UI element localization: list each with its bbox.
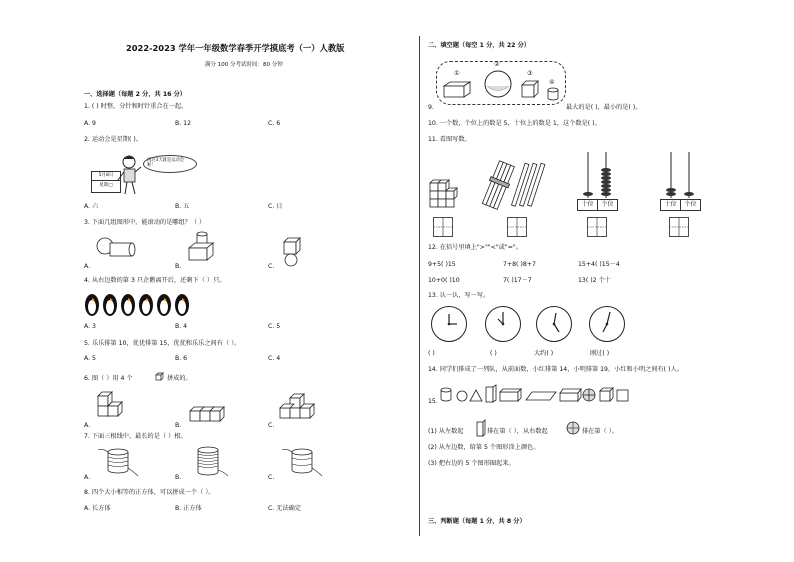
speech-bubble-text: 再过3天就是运动会啦！ [147,158,185,168]
q12-item-6[interactable]: 13( )2 个十 [578,277,611,284]
abacus-2-tens-label: 十位 [660,199,681,211]
cube-stack-b-icon [188,403,228,429]
q12-item-1[interactable]: 9+5( )15 [428,261,456,268]
q13-answer-4[interactable]: 刚过( ) [590,350,610,357]
q12-item-4[interactable]: 10+0( )10 [428,277,460,284]
q8-option-b[interactable]: B. 正方体 [175,505,202,512]
question-12: 12. 在括号里填上">""<"或"="。 [428,244,522,251]
clock-1 [431,306,467,342]
flat-box-icon [560,389,581,401]
question-8: 8. 四个大小相等的正方体，可以拼成一个（ ）。 [84,489,215,496]
q1-option-c[interactable]: C. 6 [268,120,281,127]
q8-option-c[interactable]: C. 无法确定 [268,505,302,512]
long-box-icon [500,389,521,401]
q12-item-2[interactable]: 7+8( )8+7 [503,261,536,268]
q7-option-b[interactable]: B. [175,474,182,481]
tall-box-ref-icon [476,419,486,437]
q12-item-3[interactable]: 15+4( )15－4 [578,261,620,268]
abacus-1-icon [576,150,618,200]
column-divider [419,36,420,536]
cube-shape-icon [520,80,540,100]
ball-shape-icon [483,69,513,99]
calendar-date: 5月8日 [92,172,120,181]
penguins-row-icon [84,290,194,318]
page-title: 2022-2023 学年一年级数学春季开学摸底考（一）人教版 [126,43,345,53]
q15-part-1-b[interactable]: 排在第（ ），从右数起 [487,428,548,435]
abacus-2-icon [659,150,701,200]
q2-option-b[interactable]: B. 五 [175,203,190,210]
question-1: 1. ( ) 时整，分针和时针重合在一起。 [84,103,188,110]
q1-option-b[interactable]: B. 12 [175,120,192,127]
triangle-icon [470,390,482,401]
q15-part-3: (3) 把右边的 5 个图形圈起来。 [428,460,515,467]
cube-blocks-icon [428,178,460,208]
q9-label-1: ① [454,70,460,77]
cube-stack-a-icon [96,390,130,426]
question-5: 5. 乐乐排第 10，优优排第 15，优优和乐乐之间有（ ）。 [84,340,241,347]
question-6: 6. 图（ ）用 4 个 [84,375,133,382]
box-shape-icon [442,80,472,98]
basketball-icon [583,389,595,401]
answer-grid-1[interactable] [433,217,453,237]
q6-option-c[interactable]: C. [268,422,275,429]
cylinder-small-icon [441,388,451,401]
section-1-header: 一、选择题（每题 2 分，共 16 分） [84,91,186,98]
abacus-2-ones-label: 个位 [680,199,701,211]
circle-icon [457,391,467,401]
q6-option-a[interactable]: A. [84,422,91,429]
q4-option-a[interactable]: A. 3 [84,323,96,330]
q9-label-3: ③ [527,70,533,77]
q12-item-5[interactable]: 7( )17－7 [503,277,532,284]
question-13: 13. 认一认，写一写。 [428,292,490,299]
q9-label-2: ② [494,61,500,68]
q5-option-b[interactable]: B. 6 [175,355,188,362]
clock-4 [589,306,625,342]
q2-option-c[interactable]: C. 日 [268,203,283,210]
cube-sphere-icon [282,236,306,268]
q7-option-c[interactable]: C. [268,474,275,481]
question-14: 14. 同学们排成了一列队，从前面数，小红排第 14，小明排第 19，小红和小明之间有( )人。 [428,366,683,373]
tall-box-icon [486,385,496,402]
exam-info: 满分 100 分考试时间：80 分钟 [205,62,283,68]
q8-option-a[interactable]: A. 长方体 [84,505,111,512]
q2-option-a[interactable]: A. 六 [84,203,99,210]
question-11: 11. 看图写数。 [428,136,471,143]
q13-answer-3[interactable]: 大约( ) [534,350,554,357]
basketball-ref-icon [566,421,580,435]
question-6-suffix: 拼成的。 [167,375,192,382]
question-9: 最大的是( )，最小的是( )。 [566,104,642,111]
q3-option-a[interactable]: A. [84,263,91,270]
wound-rope-c-icon [280,444,324,478]
q4-option-b[interactable]: B. 4 [175,323,188,330]
q5-option-a[interactable]: A. 5 [84,355,96,362]
question-9-number: 9. [428,104,434,111]
answer-grid-3[interactable] [587,217,607,237]
question-15: 15. [428,398,438,405]
q4-option-c[interactable]: C. 5 [268,323,281,330]
q1-option-a[interactable]: A. 9 [84,120,96,127]
cylinder-sphere-icon [96,234,136,262]
question-4: 4. 从右边数的第 3 只企鹅离开后，还剩下（ ）只。 [84,277,226,284]
wound-rope-a-icon [96,444,140,478]
q15-part-2: (2) 从左边数，给第 5 个图形涂上颜色。 [428,444,540,451]
q3-option-b[interactable]: B. [175,263,182,270]
q13-answer-2[interactable]: ( ) [490,350,497,357]
abacus-1-tens-label: 十位 [577,199,598,211]
clock-2 [485,306,521,342]
answer-grid-4[interactable] [669,217,689,237]
question-2: 2. 运动会是星期( )。 [84,136,142,143]
q15-shape-row [440,384,640,406]
q5-option-c[interactable]: C. 4 [268,355,281,362]
cylinder-shape-icon [546,87,560,101]
q15-part-1-a: (1) 从左数起 [428,428,464,435]
square-icon [617,390,628,401]
section-3-header: 三、判断题（每题 1 分，共 8 分） [428,518,526,525]
q13-answer-1[interactable]: ( ) [428,350,435,357]
cube-small-icon [600,388,613,401]
clock-3 [536,306,572,342]
abacus-1-ones-label: 个位 [597,199,618,211]
calendar-weekday: 星期□ [99,183,113,188]
section-2-header: 二、填空题（每空 1 分，共 22 分） [428,42,530,49]
parallelogram-icon [526,392,556,400]
q9-label-4: ④ [549,79,555,86]
q6-option-b[interactable]: B. [175,422,182,429]
cube-stack-c-icon [278,392,318,426]
small-cube-icon [155,372,164,381]
wound-rope-b-icon [186,444,230,478]
question-10: 10. 一个数，个位上的数是 5，十位上的数是 1，这个数是( )。 [428,120,601,127]
question-3: 3. 下面几组图形中，能滚动的是哪组？（ ） [84,219,206,226]
stick-bundle-icon [484,160,548,212]
cylinder-cube-icon [187,230,217,262]
q7-option-a[interactable]: A. [84,474,91,481]
q3-option-c[interactable]: C. [268,263,275,270]
q15-part-1-c[interactable]: 排在第（ ）。 [582,428,618,435]
question-7: 7. 下面三根线中，最长的是（ ）根。 [84,433,187,440]
answer-grid-2[interactable] [507,217,527,237]
